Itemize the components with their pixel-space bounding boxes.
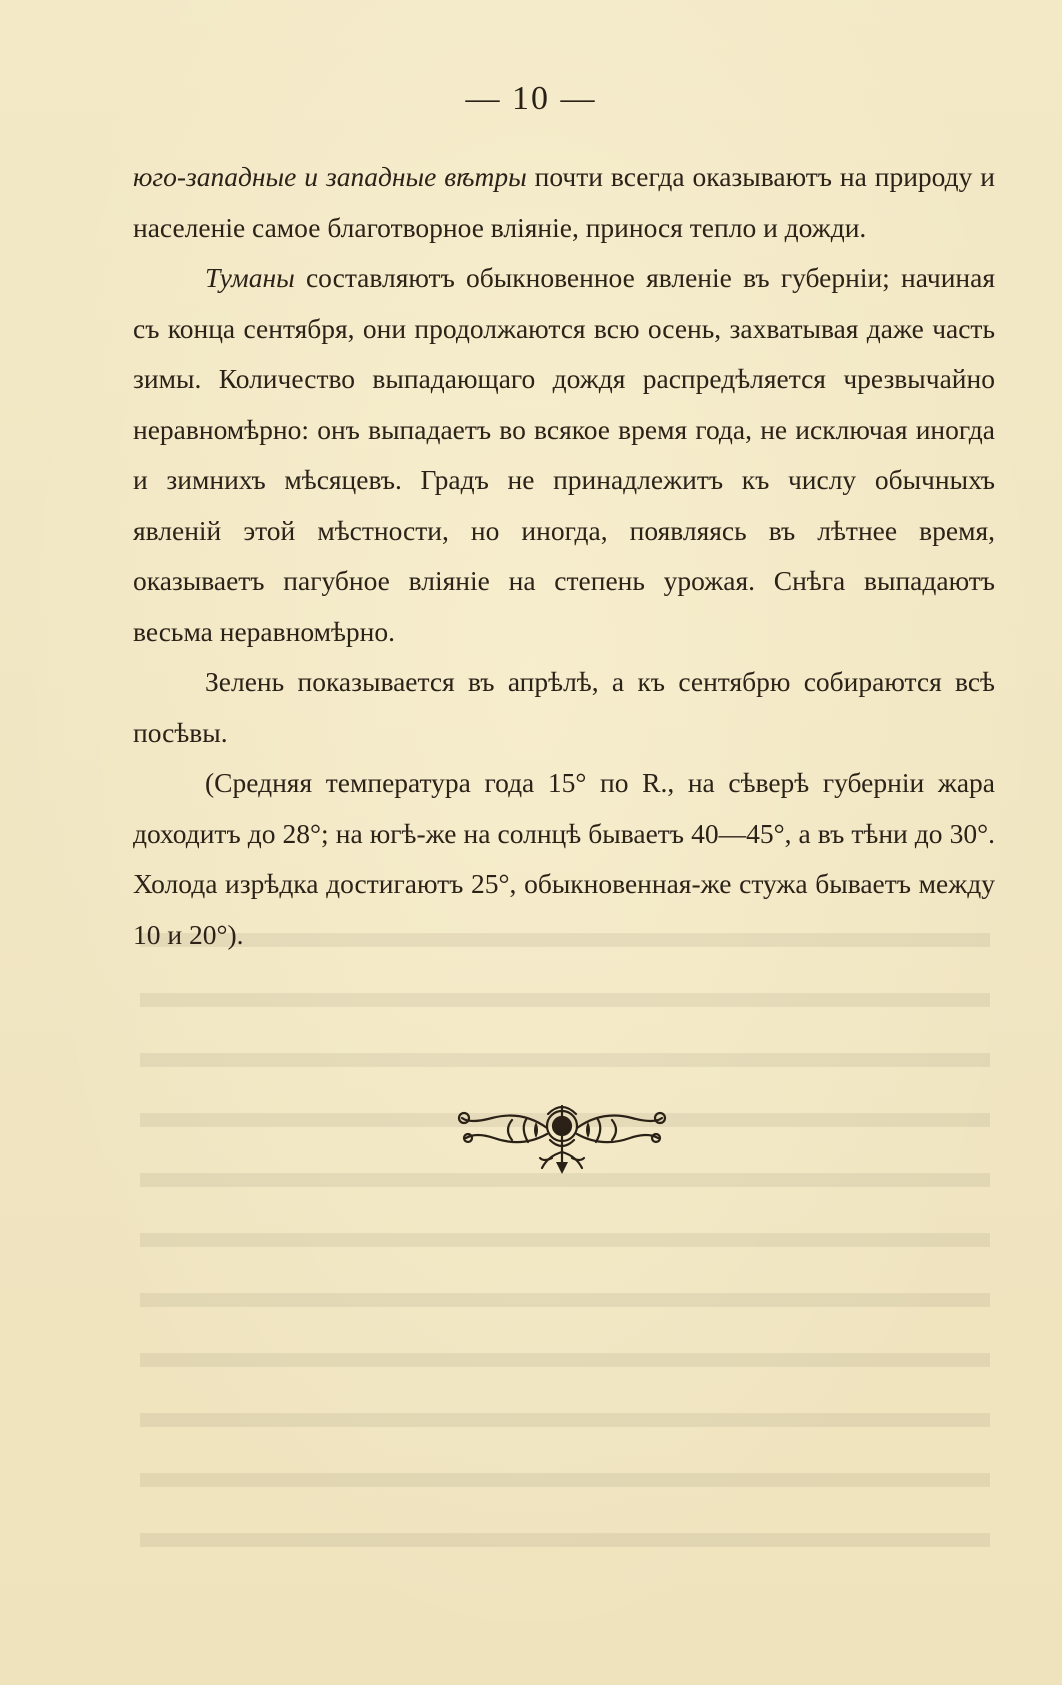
paragraph-fogs bbox=[133, 253, 995, 657]
italic-lead-fogs: Туманы bbox=[205, 262, 295, 293]
paragraph-temperature-text: (Средняя температура года 15° по R., на сѣверѣ губерніи жара доходитъ до 28°; на югѣ-же на солнцѣ бываетъ 40—45°, а въ тѣни до 30°. Холода изрѣдка достигаютъ 25°, обыкновенная-же стужа бываетъ между 10 и 20°). bbox=[133, 767, 995, 950]
paragraph-temperature bbox=[133, 758, 995, 960]
floral-tailpiece-icon bbox=[452, 1096, 672, 1176]
page-number: — 10 — bbox=[465, 80, 597, 117]
paragraph-winds bbox=[133, 152, 995, 253]
paragraph-winds-text: почти всегда оказываютъ на природу и населеніе самое благотворное вліяніе, принося тепло и дожди. bbox=[133, 161, 996, 243]
paragraph-fogs-text: составляютъ обыкновенное явленіе въ губерніи; начиная съ конца сентября, они продолжаются всю осень, захватывая даже часть зимы. Количество выпадающаго дождя распредѣляется чрезвычайно неравномѣрно: онъ выпадаетъ во всякое время года, не исключая иногда и зимнихъ мѣсяцевъ. Градъ не принадлежитъ къ числу обычныхъ явленій этой мѣстности, но иногда, появляясь въ лѣтнее время, оказываетъ пагубное вліяніе на степень урожая. Снѣга выпадаютъ весьма неравномѣрно. bbox=[133, 262, 995, 647]
italic-lead-winds: юго-западные и западные вѣтры bbox=[133, 161, 527, 192]
bleed-through-texture bbox=[140, 900, 990, 1600]
paragraph-greenery bbox=[133, 657, 995, 758]
body-text bbox=[133, 152, 995, 960]
paragraph-greenery-text: Зелень показывается въ апрѣлѣ, а къ сентябрю собираются всѣ посѣвы. bbox=[133, 666, 995, 748]
